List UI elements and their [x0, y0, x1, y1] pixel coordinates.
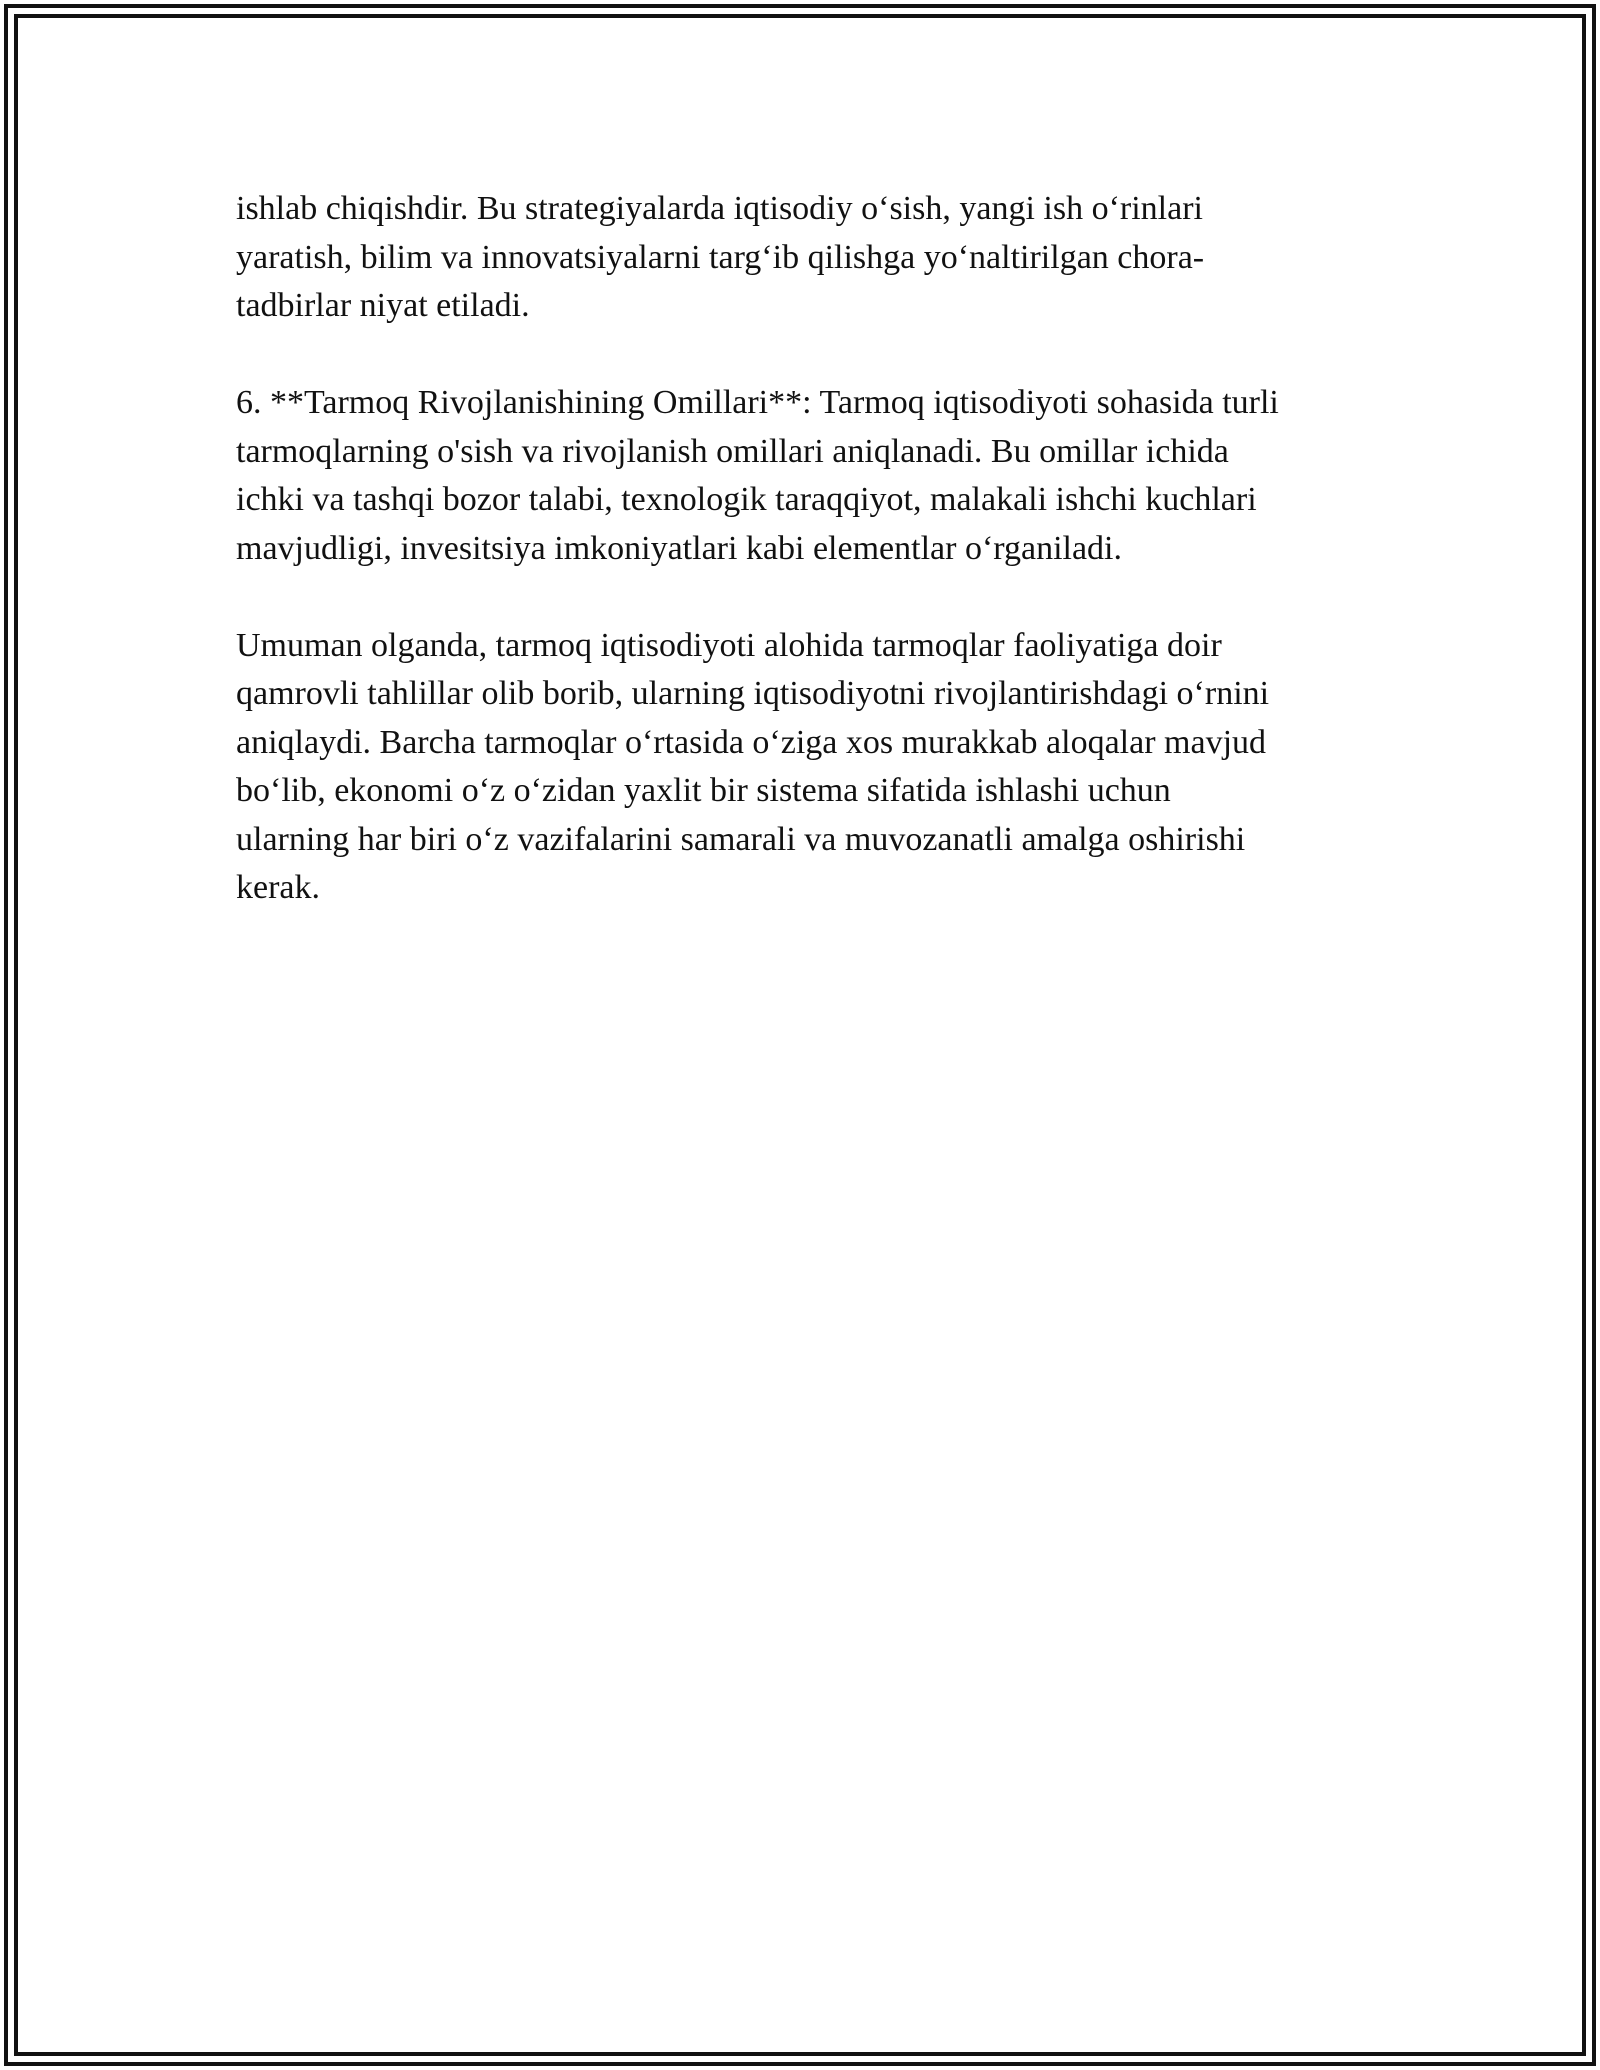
paragraph-strategies-continuation: ishlab chiqishdir. Bu strategiyalarda iqtisodiy o‘sish, yangi ish o‘rinlari yaratish, bilim va innovatsiyalarni targ‘ib qilishga yo‘naltirilgan chora- tadbirlar niyat etiladi.	[236, 190, 1205, 324]
paragraph-development-factors: 6. **Tarmoq Rivojlanishining Omillari**: Tarmoq iqtisodiyoti sohasida turli tarmoqlarning o'sish va rivojlanish omillari aniqlanadi. Bu omillar ichida ichki va tashqi bozor talabi, texnologik taraqqiyot, malakali ishchi kuchlari mavjudligi, invesitsiya imkoniyatlari kabi elementlar o‘rganiladi.	[236, 384, 1279, 567]
paragraph-conclusion: Umuman olganda, tarmoq iqtisodiyoti alohida tarmoqlar faoliyatiga doir qamrovli tahlillar olib borib, ularning iqtisodiyotni rivojlantirishdagi o‘rnini aniqlaydi. Barcha tarmoqlar o‘rtasida o‘ziga xos murakkab aloqalar mavjud bo‘lib, ekonomi o‘z o‘zidan yaxlit bir sistema sifatida ishlashi uchun ularning har biri o‘z vazifalarini samarali va muvozanatli amalga oshirishi kerak.	[236, 626, 1270, 906]
document-body	[236, 185, 1366, 961]
